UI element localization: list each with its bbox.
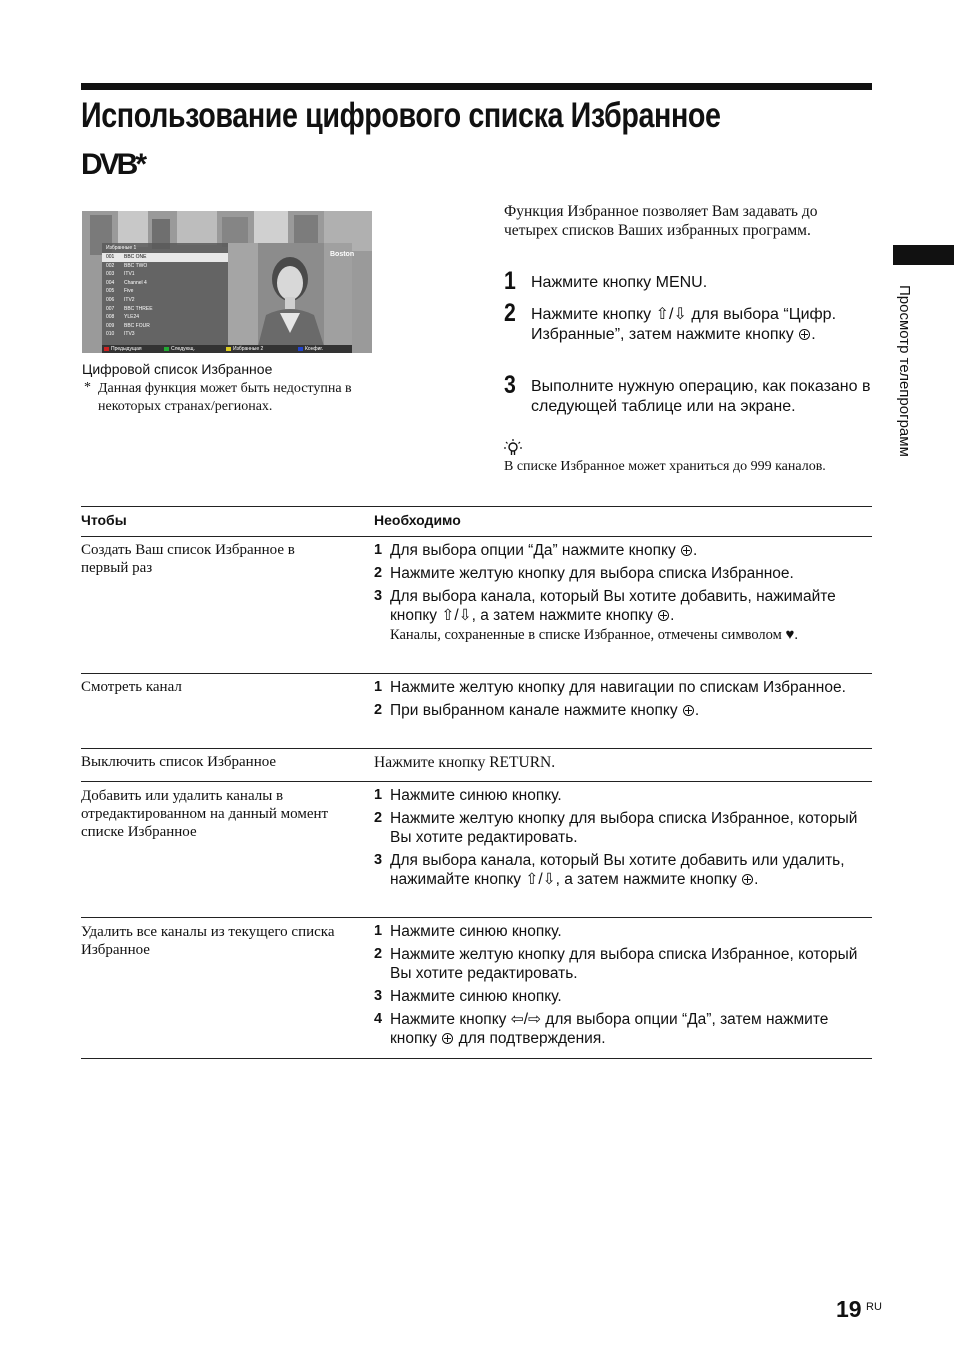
list-item bbox=[374, 678, 872, 697]
red-key-icon bbox=[104, 347, 109, 351]
item-number: 1 bbox=[374, 542, 383, 558]
channel-name: BBC TWO bbox=[124, 262, 148, 269]
item-text: При выбранном канале нажмите кнопку bbox=[390, 702, 678, 719]
key-previous[interactable] bbox=[104, 345, 142, 353]
row-rule bbox=[81, 917, 872, 918]
channel-row[interactable] bbox=[102, 262, 228, 271]
channel-name: YLE24 bbox=[124, 314, 140, 321]
item-text: Для выбора канала, который Вы хотите добавить, нажимайте кнопку ⇧/⇩, а затем нажмите кнопку bbox=[390, 588, 836, 624]
favourites-menu bbox=[102, 243, 228, 346]
row-rule bbox=[81, 673, 872, 674]
channel-num: 008 bbox=[106, 314, 115, 321]
row-rule bbox=[81, 748, 872, 749]
table-row-action: Добавить или удалить каналы в отредактированном на данный момент списке Избранное bbox=[81, 788, 329, 840]
dvb-logo bbox=[81, 146, 161, 180]
table-row-action: Создать Ваш список Избранное в первый раз bbox=[81, 542, 295, 576]
item-number: 2 bbox=[374, 946, 383, 962]
item-number: 3 bbox=[374, 988, 383, 1004]
item-number: 1 bbox=[374, 787, 383, 803]
channel-row[interactable] bbox=[102, 313, 228, 322]
channel-num: 002 bbox=[106, 262, 115, 269]
list-item bbox=[374, 809, 872, 847]
channel-row[interactable] bbox=[102, 305, 228, 314]
item-number: 1 bbox=[374, 923, 383, 939]
item-number: 1 bbox=[374, 679, 383, 695]
item-text: Для выбора опции “Да” нажмите кнопку bbox=[390, 542, 676, 559]
channel-row[interactable] bbox=[102, 279, 228, 288]
table-top-rule bbox=[81, 506, 872, 507]
table-row-steps bbox=[374, 922, 872, 1052]
side-tab-marker bbox=[893, 245, 954, 265]
enter-button-icon bbox=[658, 610, 669, 621]
step-text: Нажмите кнопку MENU. bbox=[531, 274, 708, 291]
item-number: 2 bbox=[374, 565, 383, 581]
channel-num: 001 bbox=[106, 254, 115, 260]
table-row-steps bbox=[374, 678, 872, 724]
lightbulb-tip-icon bbox=[504, 438, 522, 458]
channel-name: BBC THREE bbox=[124, 305, 153, 312]
channel-name: Five bbox=[124, 288, 134, 295]
item-note: Каналы, сохраненные в списке Избранное, отмечены символом ♥. bbox=[390, 627, 798, 643]
channel-num: 009 bbox=[106, 322, 115, 329]
enter-button-icon bbox=[442, 1033, 453, 1044]
table-row-steps: Нажмите кнопку RETURN. bbox=[374, 754, 556, 771]
list-item bbox=[374, 851, 872, 889]
list-item bbox=[374, 1010, 872, 1048]
list-item bbox=[374, 786, 872, 805]
green-key-icon bbox=[164, 347, 169, 351]
channel-name: ITV3 bbox=[124, 331, 135, 338]
step-number: 1 bbox=[504, 267, 516, 295]
item-text-end: . bbox=[670, 607, 675, 624]
item-number: 4 bbox=[374, 1011, 383, 1027]
key-config-label: Конфиг. bbox=[305, 346, 323, 352]
channel-num: 007 bbox=[106, 305, 115, 312]
table-row-action: Удалить все каналы из текущего списка Избранное bbox=[81, 924, 335, 958]
channel-name: Channel 4 bbox=[124, 279, 147, 286]
item-text: Нажмите синюю кнопку. bbox=[390, 787, 562, 804]
table-header-col2: Необходимо bbox=[374, 512, 461, 528]
list-item bbox=[374, 987, 872, 1006]
table-header-rule bbox=[81, 536, 872, 537]
item-number: 2 bbox=[374, 702, 383, 718]
tip-text: В списке Избранное может храниться до 999 каналов. bbox=[504, 459, 826, 474]
item-text: Нажмите желтую кнопку для навигации по спискам Избранное. bbox=[390, 679, 846, 696]
item-text: Нажмите желтую кнопку для выбора списка Избранное. bbox=[390, 565, 794, 582]
enter-button-icon bbox=[742, 874, 753, 885]
channel-num: 006 bbox=[106, 296, 115, 303]
channel-name: BBC ONE bbox=[124, 254, 147, 260]
enter-button-icon bbox=[683, 705, 694, 716]
yellow-key-icon bbox=[226, 347, 231, 351]
list-item bbox=[374, 587, 872, 645]
top-rule bbox=[81, 83, 872, 90]
color-key-bar bbox=[102, 345, 352, 353]
table-row-steps bbox=[374, 786, 872, 893]
key-config[interactable] bbox=[298, 345, 323, 353]
item-text: Для выбора канала, который Вы хотите добавить или удалить, нажимайте кнопку ⇧/⇩, а затем нажмите кнопку bbox=[390, 852, 845, 888]
list-item bbox=[374, 922, 872, 941]
dvb-logo-text: DVB* bbox=[81, 148, 145, 180]
tv-screenshot bbox=[82, 211, 372, 353]
key-previous-label: Предыдущая bbox=[111, 346, 142, 352]
item-text: Нажмите синюю кнопку. bbox=[390, 923, 562, 940]
key-next[interactable] bbox=[164, 345, 195, 353]
figure-caption: Цифровой список Избранное bbox=[82, 361, 273, 377]
list-item bbox=[374, 564, 872, 583]
item-number: 3 bbox=[374, 588, 383, 604]
list-item bbox=[374, 945, 872, 983]
page-title: Использование цифрового списка Избранное bbox=[81, 96, 721, 135]
item-text-end: . bbox=[754, 871, 759, 888]
channel-num: 003 bbox=[106, 271, 115, 278]
location-label: Boston bbox=[330, 251, 355, 258]
table-row-steps bbox=[374, 541, 872, 645]
step-number: 2 bbox=[504, 299, 516, 327]
channel-num: 005 bbox=[106, 288, 115, 295]
channel-row[interactable] bbox=[102, 330, 228, 339]
presenter-picture bbox=[228, 243, 355, 346]
table-header-col1: Чтобы bbox=[81, 512, 127, 528]
channel-num: 010 bbox=[106, 331, 115, 338]
table-row-action: Смотреть канал bbox=[81, 679, 182, 695]
key-favourites-2-label: Избранные 2 bbox=[233, 346, 264, 352]
row-rule bbox=[81, 781, 872, 782]
item-text: Нажмите желтую кнопку для выбора списка Избранное, который Вы хотите редактировать. bbox=[390, 946, 858, 982]
item-number: 3 bbox=[374, 852, 383, 868]
channel-row[interactable] bbox=[102, 322, 228, 331]
channel-num: 004 bbox=[106, 279, 115, 286]
enter-button-icon bbox=[799, 329, 810, 340]
channel-name: ITV1 bbox=[124, 271, 135, 278]
item-text: Нажмите кнопку ⇦/⇨ для выбора опции “Да”, затем нажмите кнопку bbox=[390, 1011, 829, 1047]
item-text-end: . bbox=[693, 542, 698, 559]
key-favourites-2[interactable] bbox=[226, 345, 263, 353]
enter-button-icon bbox=[681, 545, 692, 556]
channel-row[interactable] bbox=[102, 270, 228, 279]
presenter-illustration bbox=[228, 243, 355, 346]
blue-key-icon bbox=[298, 347, 303, 351]
channel-name: ITV2 bbox=[124, 296, 135, 303]
list-item bbox=[374, 701, 872, 720]
page-language: RU bbox=[866, 1301, 882, 1313]
step-number: 3 bbox=[504, 371, 516, 399]
page-number: 19 bbox=[836, 1296, 862, 1322]
item-number: 2 bbox=[374, 810, 383, 826]
table-row-action: Выключить список Избранное bbox=[81, 754, 277, 770]
step-text bbox=[531, 305, 876, 345]
channel-row[interactable] bbox=[102, 253, 228, 262]
item-text: Нажмите желтую кнопку для выбора списка Избранное, который Вы хотите редактировать. bbox=[390, 810, 858, 846]
item-text-end: . bbox=[694, 702, 700, 719]
side-label-text: Просмотр телепрограмм bbox=[896, 285, 913, 457]
step-text: Выполните нужную операцию, как показано в следующей таблице или на экране. bbox=[531, 378, 871, 415]
footnote-mark: * bbox=[84, 380, 91, 395]
key-next-label: Следующ. bbox=[171, 346, 195, 352]
list-item bbox=[374, 541, 872, 560]
menu-header: Избранные 1 bbox=[106, 245, 137, 251]
table-bottom-rule bbox=[81, 1058, 872, 1059]
side-label bbox=[893, 285, 915, 515]
channel-row[interactable] bbox=[102, 287, 228, 296]
note-text: Каналы, сохраненные в списке Избранное, отмечены символом bbox=[390, 627, 782, 643]
channel-row[interactable] bbox=[102, 296, 228, 305]
footnote-text: Данная функция может быть недоступна в некоторых странах/регионах. bbox=[98, 381, 352, 414]
heart-icon: ♥ bbox=[785, 627, 795, 643]
item-text: Нажмите синюю кнопку. bbox=[390, 988, 562, 1005]
item-text-end: для подтверждения. bbox=[454, 1030, 606, 1047]
intro-text: Функция Избранное позволяет Вам задавать до четырех списков Ваших избранных программ. bbox=[504, 203, 818, 239]
step-text-main: Нажмите кнопку ⇧/⇩ для выбора “Цифр. Избранные”, затем нажмите кнопку bbox=[531, 306, 837, 343]
channel-name: BBC FOUR bbox=[124, 322, 150, 329]
step-text-end: . bbox=[811, 326, 816, 343]
